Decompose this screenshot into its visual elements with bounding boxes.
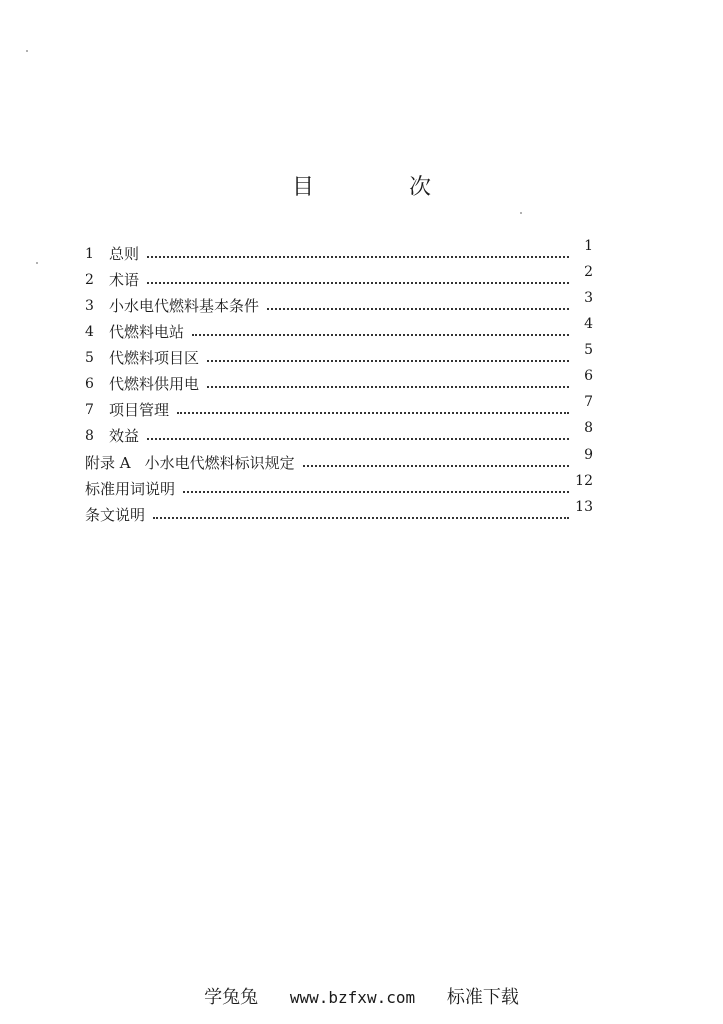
dot-leader [147, 281, 569, 284]
footer-right-text: 标准下载 [446, 987, 519, 1008]
dot-leader [153, 516, 569, 519]
dot-leader [177, 411, 569, 414]
table-of-contents [85, 237, 593, 524]
toc-entry-label: 代燃料供用电 [109, 375, 200, 393]
toc-entry-label: 小水电代燃料基本条件 [109, 297, 260, 315]
page-title: 目 次 [292, 175, 475, 200]
toc-entry-label: 代燃料电站 [109, 323, 185, 341]
footer-site-link[interactable]: www.bzfxw.com [289, 988, 416, 1007]
toc-entry-label: 术语 [109, 271, 140, 289]
toc-entry-number: 4 [85, 324, 94, 340]
toc-entry-3[interactable] [85, 289, 593, 315]
dot-leader [207, 385, 569, 388]
toc-entry-number: 1 [85, 246, 94, 262]
toc-entry-page: 12 [575, 473, 593, 489]
toc-entry-page: 3 [584, 290, 593, 306]
footer-left-text: 学兔兔 [204, 987, 259, 1008]
toc-entry-page: 7 [584, 394, 593, 410]
scan-speck [36, 262, 38, 264]
toc-entry-number: 3 [85, 298, 94, 314]
dot-leader [147, 437, 569, 440]
toc-entry-page: 2 [584, 264, 593, 280]
toc-entry-label: 效益 [109, 427, 140, 445]
toc-entry-page: 5 [584, 342, 593, 358]
toc-entry-page: 8 [584, 420, 593, 436]
toc-entry-page: 9 [584, 447, 593, 463]
toc-entry-5[interactable] [85, 341, 593, 367]
dot-leader [207, 359, 569, 362]
toc-entry-1[interactable] [85, 237, 593, 263]
toc-entry-number: 5 [85, 350, 94, 366]
toc-entry-8[interactable] [85, 419, 593, 445]
toc-entry-number: 8 [85, 428, 94, 444]
toc-entry-page: 4 [584, 316, 593, 332]
toc-entry-standard-terms[interactable] [85, 472, 593, 498]
toc-entry-number: 2 [85, 272, 94, 288]
toc-entry-label: 项目管理 [109, 401, 170, 419]
toc-entry-label: 代燃料项目区 [109, 349, 200, 367]
appendix-prefix: 附录 A [85, 454, 131, 472]
dot-leader [147, 255, 569, 258]
toc-entry-6[interactable] [85, 367, 593, 393]
toc-entry-appendix-a[interactable] [85, 445, 593, 472]
toc-entry-label: 小水电代燃料标识规定 [144, 454, 295, 472]
toc-entry-4[interactable] [85, 315, 593, 341]
toc-entry-label: 标准用词说明 [85, 480, 176, 498]
toc-entry-label: 总则 [109, 245, 140, 263]
toc-entry-2[interactable] [85, 263, 593, 289]
toc-entry-label: 条文说明 [85, 506, 146, 524]
dot-leader [192, 333, 569, 336]
scan-speck [26, 50, 28, 52]
toc-entry-7[interactable] [85, 393, 593, 419]
toc-entry-page: 13 [575, 499, 593, 515]
toc-entry-clause-explanation[interactable] [85, 498, 593, 524]
toc-entry-page: 6 [584, 368, 593, 384]
footer-watermark [0, 983, 723, 1009]
scan-speck [520, 212, 522, 214]
toc-entry-number: 6 [85, 376, 94, 392]
dot-leader [267, 307, 569, 310]
dot-leader [183, 490, 569, 493]
toc-entry-page: 1 [584, 238, 593, 254]
dot-leader [303, 464, 569, 467]
toc-entry-number: 7 [85, 402, 94, 418]
